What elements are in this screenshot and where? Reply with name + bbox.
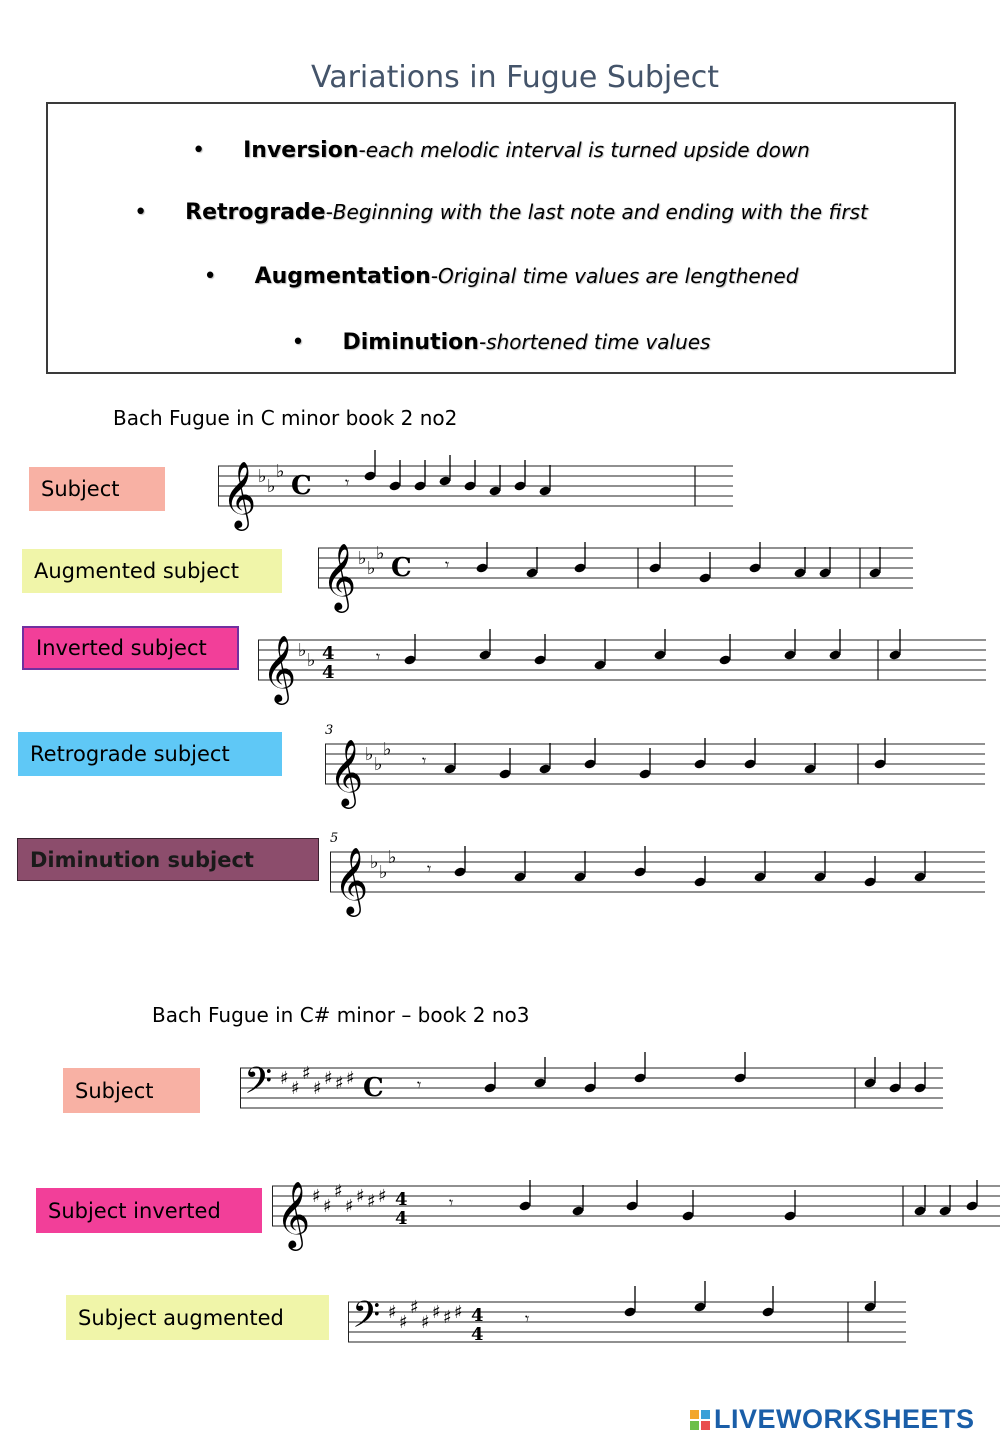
- sharp-icon: ♯: [367, 1191, 376, 1212]
- definition-description: -Beginning with the last note and ending with the first: [325, 200, 868, 224]
- definition-augmentation: [48, 264, 954, 289]
- section-heading-c-sharp-minor: Bach Fugue in C# minor – book 2 no3: [152, 1003, 530, 1027]
- flat-icon: ♭: [258, 466, 267, 487]
- sharp-icon: ♯: [399, 1312, 408, 1333]
- sharp-icon: ♯: [421, 1312, 430, 1333]
- definition-inversion: [48, 138, 954, 163]
- label-subject-2: Subject: [63, 1068, 200, 1113]
- rest-icon: 𝄾: [422, 751, 427, 770]
- flat-icon: ♭: [358, 548, 367, 569]
- flat-icon: ♭: [365, 744, 374, 765]
- flat-icon: ♭: [383, 739, 392, 760]
- bullet-icon: •: [203, 264, 217, 289]
- definition-description: -shortened time values: [478, 330, 711, 354]
- flat-icon: ♭: [276, 461, 285, 482]
- measure-number: 5: [330, 831, 339, 846]
- definition-term: Augmentation: [254, 264, 431, 289]
- label-retrograde-subject: Retrograde subject: [18, 732, 282, 776]
- rest-icon: 𝄾: [449, 1193, 454, 1212]
- bullet-icon: •: [291, 330, 305, 355]
- rest-icon: 𝄾: [417, 1075, 422, 1094]
- brand-name: LIVEWORKSHEETS: [714, 1404, 975, 1434]
- time-signature: C: [391, 553, 412, 583]
- definition-term: Inversion: [243, 138, 359, 163]
- sharp-icon: ♯: [410, 1297, 419, 1318]
- flat-icon: ♭: [267, 476, 276, 497]
- definition-description: -Original time values are lengthened: [430, 264, 799, 288]
- flat-icon: ♭: [388, 847, 397, 868]
- sharp-icon: ♯: [443, 1307, 452, 1328]
- staff-c-minor-inverted: [258, 632, 1000, 712]
- treble-clef-icon: 𝄞: [322, 542, 357, 610]
- flat-icon: ♭: [307, 650, 316, 671]
- sharp-icon: ♯: [324, 1068, 333, 1089]
- rest-icon: 𝄾: [445, 555, 450, 574]
- sharp-icon: ♯: [378, 1186, 387, 1207]
- treble-clef-icon: 𝄞: [334, 846, 369, 914]
- time-signature: 4: [322, 643, 335, 664]
- liveworksheets-icon: [690, 1410, 710, 1430]
- sharp-icon: ♯: [302, 1063, 311, 1084]
- staff-c-minor-subject: [218, 458, 753, 538]
- time-signature: 4: [322, 662, 335, 683]
- sharp-icon: ♯: [335, 1073, 344, 1094]
- sharp-icon: ♯: [313, 1078, 322, 1099]
- brand-logo: [690, 1404, 975, 1435]
- time-signature: 4: [395, 1208, 408, 1229]
- label-augmented-subject: Augmented subject: [22, 549, 282, 593]
- staff-c-minor-diminution: [330, 831, 1000, 924]
- staff-c-minor-retrograde: [325, 723, 1000, 816]
- rest-icon: 𝄾: [345, 473, 350, 492]
- label-diminution-subject: Diminution subject: [17, 838, 319, 881]
- sharp-icon: ♯: [312, 1186, 321, 1207]
- treble-clef-icon: 𝄞: [262, 634, 297, 702]
- sharp-icon: ♯: [346, 1068, 355, 1089]
- rest-icon: 𝄾: [525, 1309, 530, 1328]
- definition-term: Diminution: [342, 330, 479, 355]
- time-signature: 4: [471, 1305, 484, 1326]
- sharp-icon: ♯: [454, 1302, 463, 1323]
- sharp-icon: ♯: [432, 1302, 441, 1323]
- bullet-icon: •: [134, 200, 148, 225]
- bass-clef-icon: 𝄢: [244, 1060, 273, 1111]
- measure-number: 3: [325, 723, 334, 738]
- rest-icon: 𝄾: [376, 647, 381, 666]
- treble-clef-icon: 𝄞: [222, 460, 257, 528]
- staff-c-sharp-inverted: [272, 1178, 1000, 1258]
- section-heading-c-minor: Bach Fugue in C minor book 2 no2: [113, 406, 458, 430]
- label-subject-augmented: Subject augmented: [66, 1295, 329, 1340]
- label-subject: Subject: [29, 467, 165, 511]
- treble-clef-icon: 𝄞: [276, 1180, 311, 1248]
- sharp-icon: ♯: [356, 1186, 365, 1207]
- time-signature: C: [291, 471, 312, 501]
- sharp-icon: ♯: [291, 1078, 300, 1099]
- sharp-icon: ♯: [334, 1181, 343, 1202]
- definitions-box: [46, 102, 956, 374]
- rest-icon: 𝄾: [427, 859, 432, 878]
- definition-retrograde: [48, 200, 954, 225]
- flat-icon: ♭: [376, 543, 385, 564]
- time-signature: 4: [395, 1189, 408, 1210]
- flat-icon: ♭: [379, 862, 388, 883]
- staff-c-sharp-augmented: [348, 1294, 926, 1374]
- label-subject-inverted: Subject inverted: [36, 1188, 262, 1233]
- sharp-icon: ♯: [280, 1068, 289, 1089]
- sharp-icon: ♯: [388, 1302, 397, 1323]
- flat-icon: ♭: [374, 754, 383, 775]
- flat-icon: ♭: [367, 558, 376, 579]
- page-title: Variations in Fugue Subject: [311, 60, 719, 95]
- bullet-icon: •: [192, 138, 206, 163]
- definition-diminution: [48, 330, 954, 355]
- sharp-icon: ♯: [323, 1196, 332, 1217]
- flat-icon: ♭: [298, 640, 307, 661]
- staff-c-sharp-subject: [240, 1060, 963, 1140]
- sharp-icon: ♯: [345, 1196, 354, 1217]
- flat-icon: ♭: [370, 852, 379, 873]
- staff-c-minor-augmented: [318, 540, 933, 620]
- time-signature: 4: [471, 1324, 484, 1345]
- definition-term: Retrograde: [185, 200, 326, 225]
- treble-clef-icon: 𝄞: [329, 738, 364, 806]
- bass-clef-icon: 𝄢: [352, 1294, 381, 1345]
- definition-description: -each melodic interval is turned upside down: [358, 138, 810, 162]
- time-signature: C: [363, 1073, 384, 1103]
- label-inverted-subject: Inverted subject: [22, 626, 239, 670]
